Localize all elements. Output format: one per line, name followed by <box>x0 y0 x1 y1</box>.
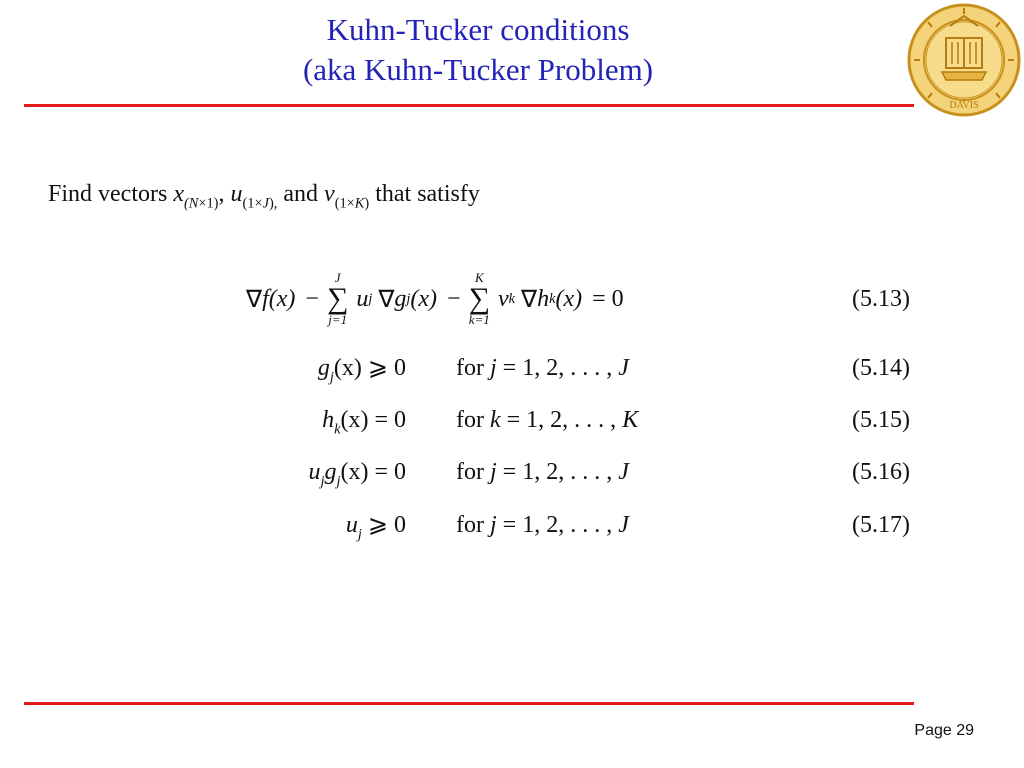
sum-over-k: K ∑ k=1 <box>468 270 490 327</box>
equation-row-5-16: $u_jg_j(x) = 0$ for j = 1, 2, . . . , J (5.16) <box>308 459 910 490</box>
university-seal-logo <box>906 2 1022 118</box>
intro-that-satisfy: that satisfy <box>375 181 480 207</box>
bottom-divider <box>24 702 914 705</box>
slide-title <box>150 10 806 90</box>
intro-find: Find vectors <box>48 181 168 207</box>
equation-number-5-16: (5.16) <box>852 459 910 485</box>
equation-row-5-15: $h_k(x) = 0$ for k = 1, 2, . . . , K (5.15) <box>322 407 910 438</box>
equation-row-5-17: $u_j$ ⩾ 0 for j = 1, 2, . . . , J (5.17) <box>345 512 910 543</box>
sum-over-j: J ∑ j=1 <box>326 270 349 327</box>
equation-row-5-14: $g_j(x)$ ⩾ 0 for j = 1, 2, . . . , J (5.14) <box>317 355 910 386</box>
top-divider <box>24 104 914 107</box>
equation-number-5-13: (5.13) <box>852 286 910 312</box>
intro-and: and <box>283 181 319 207</box>
intro-sentence: Find vectors $x_{(N\times 1)}$, $u_{(1\times J),}$ and $v_{(1\times K)}$ that satisfy <box>48 181 480 212</box>
equation-5-13: ∇ f ( x ) − J ∑ j=1 u j ∇ g j ( x ) − K ∑ k=1 v k ∇ h k ( x ) = 0 <box>246 270 624 327</box>
equation-number-5-14: (5.14) <box>852 355 910 381</box>
title-line-2: (aka Kuhn-Tucker Problem) <box>302 52 654 87</box>
title-line-1: Kuhn-Tucker conditions <box>326 12 630 47</box>
equation-number-5-15: (5.15) <box>852 407 910 433</box>
page-number: Page 29 <box>914 722 974 739</box>
svg-text:DAVIS: DAVIS <box>949 100 979 111</box>
equation-number-5-17: (5.17) <box>852 512 910 538</box>
